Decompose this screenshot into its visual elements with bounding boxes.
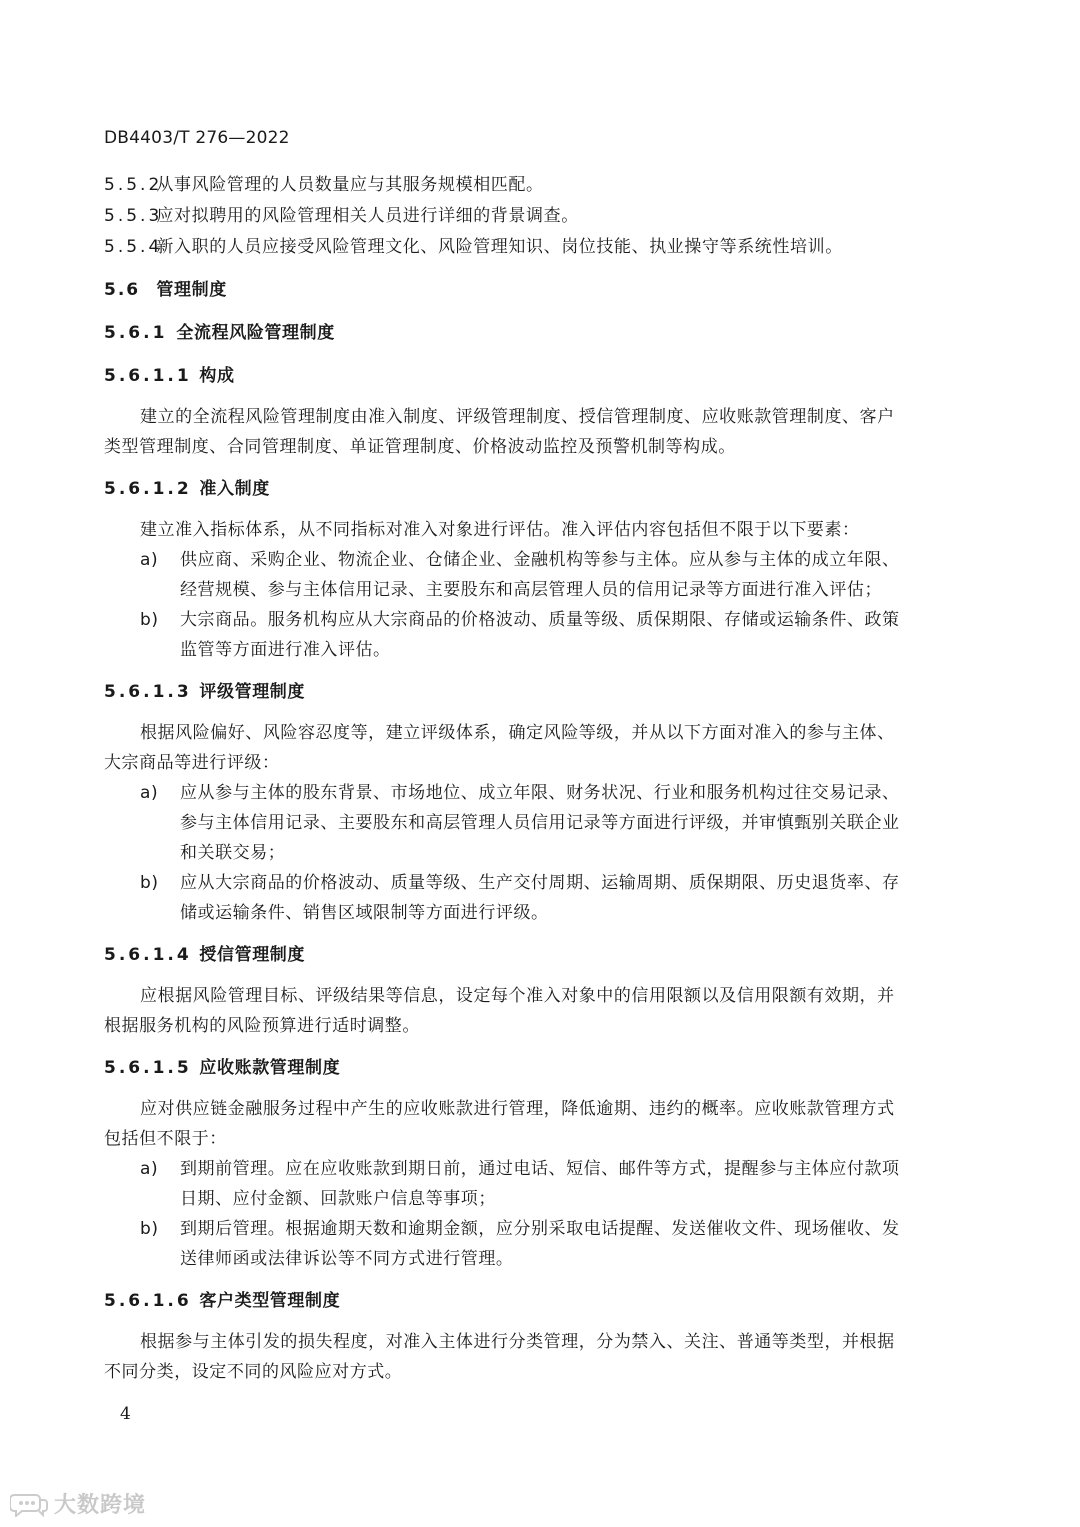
paragraph: [104, 981, 954, 1041]
list-line: 监管等方面进行准入评估。: [180, 640, 391, 660]
list-marker: b): [140, 873, 159, 893]
paragraph-line: 根据风险偏好、风险容忍度等，建立评级体系，确定风险等级，并从以下方面对准入的参与主体、: [140, 723, 895, 743]
list-line: 储或运输条件、销售区域限制等方面进行评级。: [180, 903, 549, 923]
list-line: 到期前管理。应在应收账款到期日前，通过电话、短信、邮件等方式，提醒参与主体应付款项: [180, 1159, 900, 1179]
list-item: [104, 868, 954, 928]
section-title: 构成: [199, 366, 235, 386]
list-item: [104, 1154, 954, 1214]
section-title: 评级管理制度: [199, 682, 306, 702]
section-title: 管理制度: [156, 280, 227, 300]
section-number: 5.6.1.1: [104, 366, 192, 386]
list-line: 到期后管理。根据逾期天数和逾期金额，应分别采取电话提醒、发送催收文件、现场催收、发: [180, 1219, 900, 1239]
paragraph: [104, 1094, 954, 1154]
section-title: 准入制度: [199, 479, 270, 499]
watermark: [10, 1488, 146, 1519]
section-number: 5.6.1: [104, 323, 168, 343]
section-number: 5.6.1.6: [104, 1291, 192, 1311]
clause-text: 从事风险管理的人员数量应与其服务规模相匹配。: [156, 175, 544, 195]
list-marker: b): [140, 1219, 159, 1239]
clause-number: 5.5.2: [104, 175, 163, 195]
document-code: DB4403/T 276—2022: [104, 128, 290, 148]
section-number: 5.6.1.4: [104, 945, 192, 965]
section-title: 客户类型管理制度: [199, 1291, 341, 1311]
paragraph: [104, 1327, 954, 1387]
paragraph-line: 建立准入指标体系，从不同指标对准入对象进行评估。准入评估内容包括但不限于以下要素：: [140, 520, 860, 540]
section-heading-5-6-1-5: [104, 1053, 954, 1084]
list-line: 供应商、采购企业、物流企业、仓储企业、金融机构等参与主体。应从参与主体的成立年限、: [180, 550, 900, 570]
section-heading-5-6: [104, 275, 954, 306]
list-marker: a): [140, 783, 159, 803]
paragraph-line: 包括但不限于：: [104, 1129, 227, 1149]
clause-number: 5.5.3: [104, 206, 163, 226]
section-number: 5.6: [104, 280, 141, 300]
paragraph-line: 建立的全流程风险管理制度由准入制度、评级管理制度、授信管理制度、应收账款管理制度、客户: [140, 407, 895, 427]
list-line: 参与主体信用记录、主要股东和高层管理人员信用记录等方面进行评级，并审慎甄别关联企业: [180, 813, 900, 833]
section-title: 全流程风险管理制度: [176, 323, 335, 343]
list-line: 应从大宗商品的价格波动、质量等级、生产交付周期、运输周期、质保期限、历史退货率、存: [180, 873, 900, 893]
section-number: 5.6.1.2: [104, 479, 192, 499]
list-line: 日期、应付金额、回款账户信息等事项；: [180, 1189, 496, 1209]
list-line: 大宗商品。服务机构应从大宗商品的价格波动、质量等级、质保期限、存储或运输条件、政策: [180, 610, 900, 630]
paragraph-line: 应对供应链金融服务过程中产生的应收账款进行管理，降低逾期、违约的概率。应收账款管理方式: [140, 1099, 895, 1119]
list-line: 应从参与主体的股东背景、市场地位、成立年限、财务状况、行业和服务机构过往交易记录、: [180, 783, 900, 803]
section-number: 5.6.1.3: [104, 682, 192, 702]
page-number: 4: [120, 1404, 131, 1424]
section-heading-5-6-1-2: [104, 474, 954, 505]
section-heading-5-6-1-3: [104, 677, 954, 708]
paragraph: [104, 515, 954, 545]
paragraph-line: 类型管理制度、合同管理制度、单证管理制度、价格波动监控及预警机制等构成。: [104, 437, 736, 457]
section-heading-5-6-1-6: [104, 1286, 954, 1317]
paragraph-line: 根据参与主体引发的损失程度，对准入主体进行分类管理，分为禁入、关注、普通等类型，并根据: [140, 1332, 895, 1352]
document-body: [104, 170, 954, 1387]
list-item: [104, 545, 954, 605]
clause-text: 新入职的人员应接受风险管理文化、风险管理知识、岗位技能、执业操守等系统性培训。: [156, 237, 843, 257]
list-line: 和关联交易；: [180, 843, 286, 863]
watermark-text: 大数跨境: [54, 1493, 147, 1518]
list-item: [104, 778, 954, 868]
list-line: 送律师函或法律诉讼等不同方式进行管理。: [180, 1249, 514, 1269]
list-line: 经营规模、参与主体信用记录、主要股东和高层管理人员的信用记录等方面进行准入评估；: [180, 580, 882, 600]
paragraph-line: 大宗商品等进行评级：: [104, 753, 280, 773]
chat-bubble-logo-icon: [10, 1491, 50, 1517]
paragraph-line: 应根据风险管理目标、评级结果等信息，设定每个准入对象中的信用限额以及信用限额有效期，并: [140, 986, 895, 1006]
clause-5-5-2: [104, 170, 954, 201]
section-heading-5-6-1-4: [104, 940, 954, 971]
section-heading-5-6-1: [104, 318, 954, 349]
clause-5-5-4: [104, 232, 954, 263]
list-marker: b): [140, 610, 159, 630]
list-item: [104, 1214, 954, 1274]
paragraph: [104, 402, 954, 462]
section-number: 5.6.1.5: [104, 1058, 192, 1078]
paragraph-line: 根据服务机构的风险预算进行适时调整。: [104, 1016, 420, 1036]
paragraph-line: 不同分类，设定不同的风险应对方式。: [104, 1362, 403, 1382]
list-marker: a): [140, 550, 159, 570]
clause-5-5-3: [104, 201, 954, 232]
section-title: 授信管理制度: [199, 945, 306, 965]
list-item: [104, 605, 954, 665]
clause-number: 5.5.4: [104, 237, 163, 257]
section-heading-5-6-1-1: [104, 361, 954, 392]
list-marker: a): [140, 1159, 159, 1179]
clause-text: 应对拟聘用的风险管理相关人员进行详细的背景调查。: [156, 206, 579, 226]
paragraph: [104, 718, 954, 778]
section-title: 应收账款管理制度: [199, 1058, 341, 1078]
